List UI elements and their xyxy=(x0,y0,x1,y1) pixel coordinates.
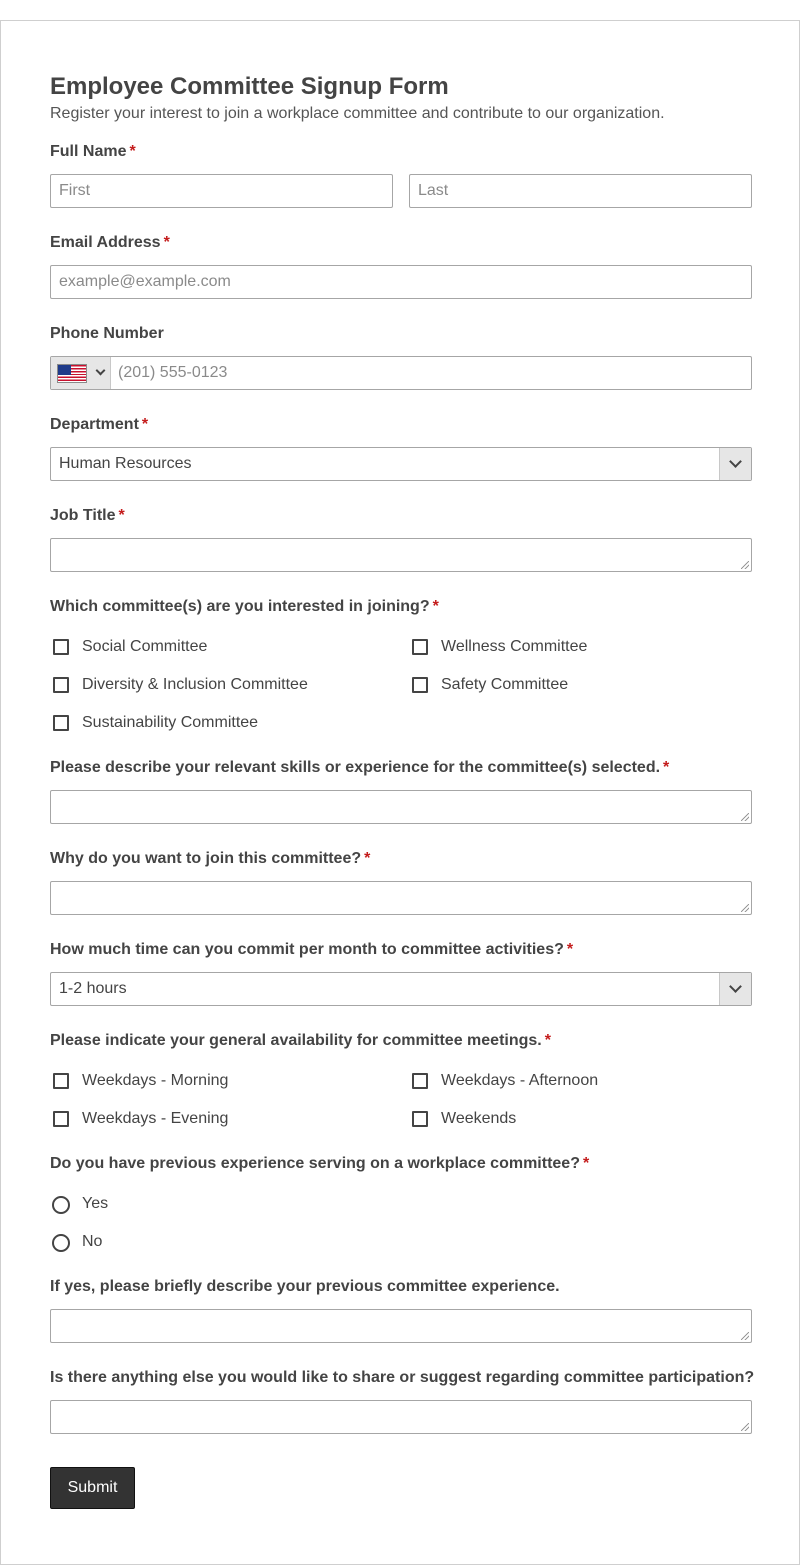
required-mark: * xyxy=(663,759,670,776)
checkbox[interactable] xyxy=(53,639,69,655)
checkbox[interactable] xyxy=(53,715,69,731)
resize-handle[interactable] xyxy=(741,904,749,912)
resize-handle[interactable] xyxy=(741,813,749,821)
job-title-textarea[interactable] xyxy=(50,538,752,572)
checkbox[interactable] xyxy=(53,677,69,693)
checkbox[interactable] xyxy=(412,1073,428,1089)
submit-button[interactable]: Submit xyxy=(50,1467,135,1509)
full-name-label: Full Name * xyxy=(50,143,136,160)
country-selector[interactable] xyxy=(51,357,111,389)
why-textarea[interactable] xyxy=(50,881,752,915)
skills-label: Please describe your relevant skills or experience for the committee(s) selected. * xyxy=(50,759,670,776)
previous-description-label: If yes, please briefly describe your previous committee experience. xyxy=(50,1278,560,1295)
resize-handle[interactable] xyxy=(741,1423,749,1431)
time-commit-select[interactable] xyxy=(50,972,752,1006)
why-label: Why do you want to join this committee? * xyxy=(50,850,371,867)
previous-experience-label: Do you have previous experience serving on a workplace committee? * xyxy=(50,1155,590,1172)
time-commit-selected-value: 1-2 hours xyxy=(59,980,127,997)
last-name-input[interactable] xyxy=(409,174,752,208)
chevron-down-icon xyxy=(729,455,742,468)
checkbox[interactable] xyxy=(53,1111,69,1127)
department-selected-value: Human Resources xyxy=(59,455,192,472)
first-name-input[interactable] xyxy=(50,174,393,208)
email-label: Email Address * xyxy=(50,234,170,251)
form-card: Employee Committee Signup Form Register your interest to join a workplace committee and contribute to our organization. Full Name * First Last Email Address * example@example.com Phone Number (201) 555-0123 Department * Human Resources Job Title * Which committee(s) are you interested in joining? * Social Committee Wellness Committee Diversity & Inclusion Committee Safety Committee Sustainability Committee Please describe your relevant skills or experience for the committee(s) selected. * Why do you want to join this committee? * How much time can you commit per month to committee activities? * 1-2 hours Please indicate your general availability for committee meetings. * Weekdays - Morning Weekdays - Afternoon Weekdays - Evening Weekends Do you have previous experience serving on a workplace committee? * Yes No If yes, please briefly describe your previous committee experience. Is there anything else you would like to share or suggest regarding committee participation? Submit xyxy=(0,20,800,1565)
required-mark: * xyxy=(118,507,125,524)
checkbox[interactable] xyxy=(412,639,428,655)
form-subtitle: Register your interest to join a workplace committee and contribute to our organization. xyxy=(50,105,665,122)
department-dropdown-toggle[interactable] xyxy=(719,448,751,480)
radio-button[interactable] xyxy=(52,1234,70,1252)
resize-handle[interactable] xyxy=(741,561,749,569)
us-flag-icon xyxy=(57,364,87,383)
checkbox[interactable] xyxy=(53,1073,69,1089)
phone-label: Phone Number xyxy=(50,325,164,342)
radio-button[interactable] xyxy=(52,1196,70,1214)
email-input[interactable] xyxy=(50,265,752,299)
skills-textarea[interactable] xyxy=(50,790,752,824)
chevron-down-icon xyxy=(96,366,106,376)
chevron-down-icon xyxy=(729,980,742,993)
required-mark: * xyxy=(582,1155,590,1172)
anything-else-label: Is there anything else you would like to share or suggest regarding committee participation? xyxy=(50,1369,755,1386)
department-select[interactable] xyxy=(50,447,752,481)
availability-label: Please indicate your general availability for committee meetings. * xyxy=(50,1032,551,1049)
time-commit-label: How much time can you commit per month to committee activities? * xyxy=(50,941,574,958)
required-mark: * xyxy=(141,416,149,433)
phone-field xyxy=(50,356,752,390)
time-commit-dropdown-toggle[interactable] xyxy=(719,973,751,1005)
required-mark: * xyxy=(129,143,136,160)
checkbox[interactable] xyxy=(412,1111,428,1127)
required-mark: * xyxy=(544,1032,551,1049)
resize-handle[interactable] xyxy=(741,1332,749,1340)
required-mark: * xyxy=(566,941,574,958)
form-title: Employee Committee Signup Form xyxy=(50,73,449,100)
required-mark: * xyxy=(364,850,371,867)
job-title-label: Job Title * xyxy=(50,507,125,524)
required-mark: * xyxy=(163,234,170,251)
department-label: Department * xyxy=(50,416,149,433)
checkbox[interactable] xyxy=(412,677,428,693)
required-mark: * xyxy=(432,598,439,615)
committees-label: Which committee(s) are you interested in joining? * xyxy=(50,598,439,615)
phone-input[interactable] xyxy=(111,357,751,389)
previous-description-textarea[interactable] xyxy=(50,1309,752,1343)
anything-else-textarea[interactable] xyxy=(50,1400,752,1434)
